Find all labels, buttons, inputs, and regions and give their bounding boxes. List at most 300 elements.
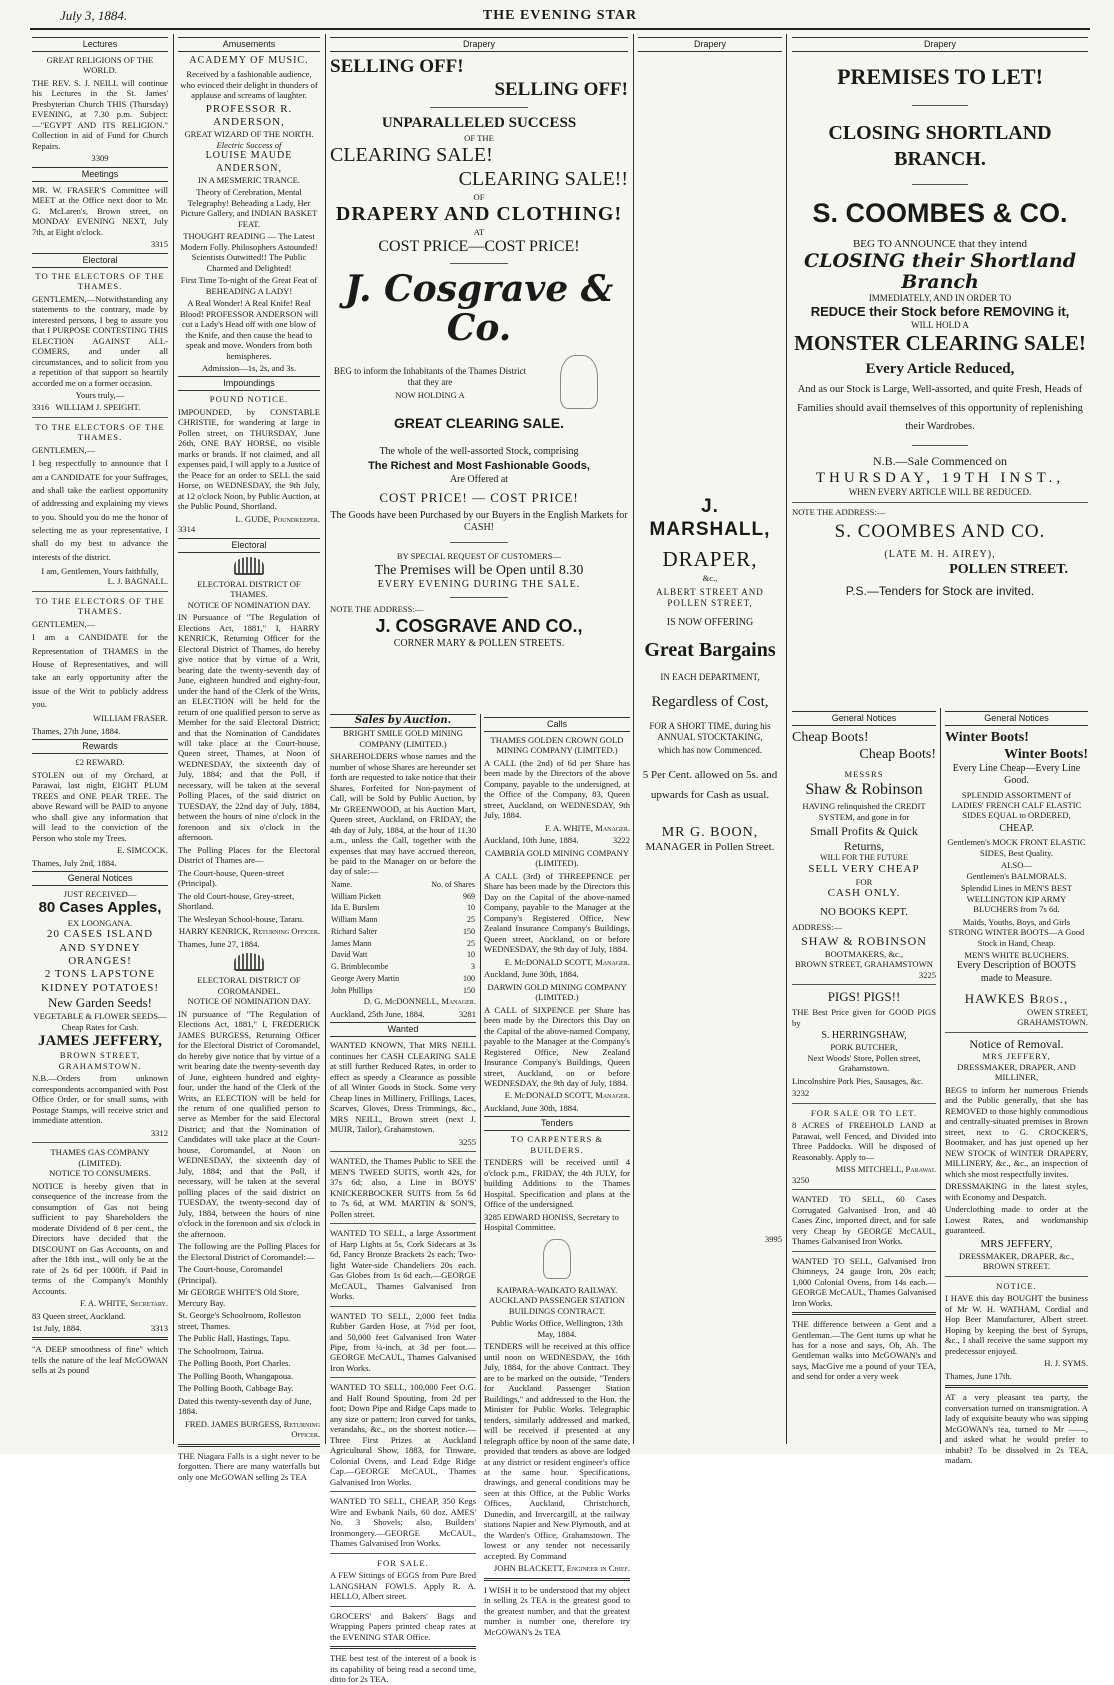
closing-branch: CLOSING SHORTLAND BRANCH.	[828, 121, 1052, 170]
letter-date: Thames, 27th June, 1884.	[32, 725, 121, 736]
polling-places-list	[178, 1264, 320, 1393]
wellington-boots: Splendid Lines in MEN'S BEST WELLINGTON KIP ARMY BLUCHERS from 7s 6d.	[960, 883, 1073, 915]
marshall-name: J. MARSHALL,	[649, 495, 771, 541]
winter-boots-2: Winter Boots!	[1004, 747, 1088, 763]
share-count: 100	[463, 973, 475, 983]
marshall-address: ALBERT STREET AND POLLEN STREET,	[656, 587, 764, 609]
company-name: CAMBRIA GOLD MINING COMPANY (LIMITED).	[484, 847, 630, 869]
whole-stock: The whole of the well-assorted Stock, comprising	[379, 446, 579, 458]
section-heading: Wanted	[330, 1022, 476, 1037]
nomination-title: NOTICE OF NOMINATION DAY.	[187, 599, 311, 610]
cheap-boots-1: Cheap Boots!	[792, 729, 869, 745]
address-label: ADDRESS:—	[792, 921, 843, 932]
pollen-street: POLLEN STREET.	[949, 562, 1068, 578]
polling-place: The Polling Booth, Whangapoua.	[178, 1370, 294, 1381]
note-address: NOTE THE ADDRESS:—	[792, 507, 886, 518]
clearing-sale-1: CLEARING SALE!	[330, 144, 493, 167]
shareholder-name: G. Brimblecombe	[331, 962, 389, 972]
masthead	[30, 6, 1090, 30]
cosgrave-ad	[328, 34, 630, 714]
ad-number: 3281	[458, 1008, 476, 1019]
merchant-name: JAMES JEFFERY,	[38, 1033, 162, 1050]
pork-butcher: PORK BUTCHER,	[830, 1042, 898, 1053]
shareholder-name: James Mann	[331, 938, 372, 948]
merchant-town: GRAHAMSTOWN.	[58, 1060, 142, 1071]
ladies-boots: SPLENDID ASSORTMENT of LADIES' FRENCH CALF ELASTIC SIDES EQUAL to ORDERED,	[951, 789, 1082, 821]
shareholder-name: George Avery Martin	[331, 973, 400, 983]
tenders-invited: P.S.—Tenders for Stock are invited.	[845, 584, 1035, 599]
cheap-boots-2: Cheap Boots!	[859, 747, 936, 763]
manager-name: MR G. BOON,	[661, 824, 759, 840]
nomination-date: Thames, June 27, 1884.	[178, 938, 260, 949]
call-body: A CALL (the 2nd) of 6d per Share has been made by the Directors of the above Company, payable to the undersigned, at the Office of the Company, 83, Queen street, Auckland, on WEDNESDAY, 9th July, 1884.	[484, 757, 630, 821]
trance-line: IN A MESMERIC TRANCE.	[197, 174, 301, 185]
company-name: DARWIN GOLD MINING COMPANY (LIMITED.)	[487, 981, 627, 1003]
pound-title: POUND NOTICE.	[209, 394, 289, 405]
greeting: GENTLEMEN,—	[32, 618, 96, 629]
small-profits: Small Profits & Quick Returns,	[810, 824, 918, 853]
tender-title: TO CARPENTERS & BUILDERS.	[510, 1134, 604, 1155]
company-name: THAMES GOLDEN CROWN GOLD MINING COMPANY (LIMITED.)	[490, 734, 624, 756]
pigs-heading: PIGS! PIGS!!	[827, 989, 901, 1005]
royal-crest-icon	[234, 557, 264, 575]
richest-goods: The Richest and Most Fashionable Goods,	[368, 460, 590, 473]
every-evening: EVERY EVENING DURING THE SALE.	[377, 578, 581, 590]
for-label: FOR	[855, 876, 873, 887]
balmorals: Gentlemen's BALMORALS.	[966, 870, 1067, 881]
section-heading: Meetings	[32, 167, 168, 182]
table-row	[330, 985, 476, 997]
auction-date: Auckland, 25th June, 1884.	[330, 1008, 425, 1019]
column-rule	[940, 708, 941, 1444]
polling-place: The old Court-house, Grey-street, Shortland.	[178, 890, 295, 912]
cosgrave-name: J. COSGRAVE AND CO.,	[375, 616, 583, 637]
ad-number: 3312	[150, 1127, 168, 1138]
grahamstown: GRAHAMSTOWN.	[1017, 1017, 1088, 1028]
royal-crest-icon	[234, 953, 264, 971]
column-rule	[325, 34, 326, 1444]
table-row	[330, 949, 476, 961]
venue-review: Received by a fashionable audience, who evinced their delight in thunders of applause and screams of laughter.	[180, 69, 318, 101]
table-header: Name.	[331, 879, 353, 889]
table-row	[330, 891, 476, 903]
beg-announce: BEG TO ANNOUNCE that they intend	[852, 237, 1028, 250]
andc: &c.,	[702, 572, 718, 583]
lincolnshire-pies: Lincolnshire Pork Pies, Sausages, &c.	[792, 1075, 924, 1086]
butcher-address: Next Woods' Store, Pollen street, Grahamstown.	[807, 1052, 921, 1074]
every-line: Every Line Cheap—Every Line Good.	[952, 763, 1081, 787]
column-1	[30, 34, 170, 1444]
stocktaking: FOR A SHORT TIME, during his ANNUAL STOCKTAKING,	[649, 721, 771, 743]
column-3b	[482, 714, 632, 1637]
ad-number: 3250	[792, 1174, 810, 1185]
note-address: NOTE THE ADDRESS:—	[330, 603, 424, 614]
stock-description: And as our Stock is Large, Well-assorted, and quite Fresh, Heads of Families should avail themselves of this opportunity of replenishing their Wardrobes.	[797, 383, 1083, 433]
candidate-letter: I beg respectfully to announce that I am a CANDIDATE for your Suffrages, and shall take the earliest opportunity of addressing and explaining my views to you. Should you do me the honor of selecting me as your representative, I shall do my best to advance the interests of the district.	[32, 458, 168, 562]
column-rule	[480, 714, 481, 1444]
wanted-ad: WANTED TO SELL, 2,000 feet India Rubber Garden Hose, at 7½d per foot, and 50,000 feet Galvanised Iron Water Pipe, from ¼-inch, at 3d per foot.—GEORGE McCAUL, Thames Galvanised Iron Works.	[330, 1310, 476, 1373]
letter-close: Yours truly,—	[75, 389, 125, 400]
table-header: No. of Shares	[431, 879, 475, 889]
ad-number: 3315	[150, 239, 168, 250]
signature: WILLIAM FRASER.	[93, 713, 168, 724]
ship-name: EX LOONGANA.	[67, 917, 133, 928]
signature: FRED. JAMES BURGESS, Returning Officer.	[184, 1418, 320, 1440]
polling-place: Mr GEORGE WHITE'S Old Store, Mercury Bay.	[178, 1287, 299, 1308]
when-reduced: WHEN EVERY ARTICLE WILL BE REDUCED.	[848, 487, 1032, 498]
cash-discount: 5 Per Cent. allowed on 5s. and upwards for Cash as usual.	[642, 769, 778, 801]
column-rule	[786, 34, 787, 1444]
column-5b	[943, 708, 1090, 1466]
ad-number: 3309	[91, 153, 109, 164]
hawkes-name: HAWKES Bros.,	[964, 990, 1069, 1006]
wanted-ad: WANTED KNOWN, That MRS NEILL continues her CASH CLEARING SALE at still further Reduced Rates, in order to effect as speedy a Clearance as possible of all Winter Goods in Stock. Some very Cheap lines in Millinery, Frillings, Laces, Scarves, Gloves, Dress Trimmings, &c., MRS NEILL, Brown street (next J. MUIR, Tailor), Grahamstown.	[330, 1040, 476, 1135]
clearing-sale-2: CLEARING SALE!!	[458, 168, 628, 191]
call-body: A CALL of SIXPENCE per Share has been made by the Directors this Day on the Capital of the above-named Company, payable to the Manager at the Company's Registered Office, New Zealand Insurance Company's Buildings, Queen street, Auckland, on or before WEDNESDAY, the 9th day of July, 1884.	[484, 1004, 630, 1088]
section-heading: Drapery	[330, 37, 628, 52]
dated-line: Dated this twenty-seventh day of June, 1884.	[178, 1395, 312, 1417]
underclothing: Underclothing made to order at the Lowest Rates, and workmanship guaranteed.	[945, 1204, 1088, 1236]
sale-commenced: N.B.—Sale Commenced on	[873, 454, 1007, 469]
polling-intro: The Polling Places for the Electoral District of Thames are—	[178, 844, 320, 866]
polling-place: The Polling Booth, Port Charles.	[178, 1358, 291, 1369]
selling-off-1: SELLING OFF!	[330, 55, 464, 77]
call-date: Auckland, 10th June, 1884.	[484, 835, 579, 846]
programme-3: First Time To-night of the Great Feat of BEHEADING A LADY!	[180, 275, 318, 296]
credit-system: HAVING relinquished the CREDIT SYSTEM, and gone in for	[802, 801, 926, 822]
railway-office: Public Works Office, Wellington, 13th May, 1884.	[491, 1318, 623, 1339]
table-row	[330, 973, 476, 985]
selling-off-2: SELLING OFF!	[494, 79, 628, 101]
gas-address: 83 Queen street, Auckland.	[32, 1310, 126, 1321]
railway-contract: AUCKLAND PASSENGER STATION BUILDINGS CONTRACT.	[488, 1295, 626, 1316]
section-heading: Lectures	[32, 37, 168, 52]
no-books: NO BOOKS KEPT.	[819, 906, 909, 919]
seeds-rates: Cheap Rates for Cash.	[61, 1021, 139, 1032]
wanted-ad: WANTED TO SELL, Galvanised Iron Chimneys, 24 gauge Iron, 20s each; 1,000 Colonial Ovens, from 14s each.—GEORGE McCAUL, Thames Galvanised Iron Works.	[792, 1255, 936, 1308]
programme-1: Theory of Cerebration, Mental Telegraphy! Beheading a Lady, Her Picture Gallery, and INDIAN BASKET FEAT.	[180, 187, 318, 229]
cash-only: CASH ONLY.	[827, 886, 901, 899]
notice-heading: NOTICE.	[996, 1280, 1037, 1291]
section-heading: General Notices	[945, 711, 1088, 726]
regardless-cost: Regardless of Cost,	[651, 693, 769, 710]
ad-number: 3313	[150, 1323, 168, 1333]
pointing-hand-icon	[543, 1239, 571, 1279]
seeds-line: VEGETABLE & FLOWER SEEDS—	[33, 1011, 167, 1022]
bluchers: MEN'S WHITE BLUCHERS.	[964, 949, 1069, 960]
signature: D. G. McDONNELL, Manager.	[363, 996, 476, 1007]
electors-address: TO THE ELECTORS OF THE THAMES.	[35, 595, 165, 617]
ad-number: 3225	[918, 969, 936, 980]
brown-street: BROWN STREET, GRAHAMSTOWN	[795, 959, 933, 970]
ad-number: 3222	[612, 835, 630, 846]
offered-at: Are Offered at	[449, 473, 509, 485]
commenced: which has now Commenced.	[658, 745, 762, 756]
signature: E. McDONALD SCOTT, Manager.	[504, 1090, 630, 1101]
call-body: A CALL (3rd) of THREEPENCE per Share has been made by the Directors this Day on the Capital of the above-named Company, payable to the Manager at the Company's Registered Office, New Zealand Insurance Company's Buildings, Queen street, Auckland, on or before WEDNESDAY, the 9th day of July, 1884.	[484, 870, 630, 955]
performer-title: GREAT WIZARD OF THE NORTH.	[184, 129, 314, 140]
now-offering: IS NOW OFFERING	[666, 617, 754, 629]
company-name: BRIGHT SMILE GOLD MINING COMPANY (LIMITED.)	[343, 728, 463, 749]
cost-price: COST PRICE—COST PRICE!	[378, 238, 580, 256]
apples-heading: 80 Cases Apples,	[38, 899, 162, 917]
electors-address: TO THE ELECTORS OF THE THAMES.	[35, 421, 165, 443]
late-airey: (LATE M. H. AIREY),	[884, 548, 996, 560]
removal-body: BEGS to inform her numerous Friends and the Public generally, that she has REMOVED to those highly commodious and centrally-situated premises in Brown street, next to G. CROCKER'S, Bootmaker, and has just opened up her NEW STOCK of WINTER DRAPERY, MILLINERY, &c., &c., an inspection of which she most respectfully invites.	[945, 1084, 1088, 1179]
shareholder-name: William Pickett	[331, 891, 382, 901]
gents-boots: Gentlemen's MOCK FRONT ELASTIC SIDES, Best Quality.	[947, 837, 1086, 858]
great-bargains: Great Bargains	[644, 638, 776, 661]
owen-street: OWEN STREET,	[1027, 1006, 1088, 1017]
share-count: 25	[467, 938, 475, 948]
polling-place: The Wesleyan School-house, Tararu.	[178, 913, 305, 924]
coombes-name: S. COOMBES & CO.	[812, 197, 1068, 228]
winter-boots-1: Winter Boots!	[945, 729, 1029, 745]
share-count: 150	[463, 985, 475, 995]
signature: HARRY KENRICK, Returning Officer.	[178, 926, 320, 937]
potatoes-line: 2 TONS LAPSTONE KIDNEY POTATOES!	[40, 968, 160, 994]
drapery-clothing: DRAPERY AND CLOTHING!	[335, 203, 623, 226]
performer-name: PROFESSOR R. ANDERSON,	[205, 102, 293, 129]
polling-place: The Court-house, Queen-street (Principal).	[178, 867, 285, 889]
section-heading: Sales by Auction.	[330, 714, 476, 728]
shareholder-name: William Mann	[331, 915, 378, 925]
lecture-body: THE REV. S. J. NEILL will continue his Lectures in the St. James' Presbyterian Church THIS (Thursday) EVENING, at 7.30 p.m. Subject:—"EGYPT AND ITS RELIGION." Collection in aid of Fund for Church Repairs.	[32, 77, 168, 151]
signature: WILLIAM J. SPEIGHT.	[55, 402, 141, 413]
ad-number: 3314	[178, 524, 196, 535]
electors-address: TO THE ELECTORS OF THE THAMES.	[35, 270, 165, 292]
jeffery-name: MRS JEFFERY,	[982, 1051, 1051, 1062]
pointing-hand-icon	[560, 355, 598, 409]
wanted-ad: WANTED TO SELL, 100,000 Feet O.G. and Half Round Spouting, from 2d per foot; Down Pipe and Ridge Caps made to any size or pattern; Iron curved for tanks, verandahs, &c., on the shortest notice.—Three First Prizes at Auckland Agricultural Show, 1883, for Tinware, Colonial Ovens, and Lead Edge Ridge Cap.—GEORGE McCAUL, Thames Galvanised Iron Works.	[330, 1382, 476, 1487]
manager-location: MANAGER in Pollen Street.	[645, 840, 775, 853]
district-title: ELECTORAL DISTRICT OF THAMES.	[197, 578, 301, 600]
table-row	[330, 938, 476, 950]
closing-shortland: CLOSING their Shortland Branch	[804, 250, 1076, 294]
premises-open: The Premises will be Open until 8.30	[374, 562, 584, 578]
column-rule	[633, 34, 634, 1444]
bootmakers: BOOTMAKERS, &c.,	[824, 948, 904, 959]
jeffery-trade-2: DRESSMAKER, DRAPER, &c., BROWN STREET.	[958, 1250, 1075, 1272]
wanted-ad: WANTED TO SELL, a large Assortment of Harp Lights at 5s, Cork Sidecars at 3s 6d, Fancy Bronze Brackets 2s each; Two-light Water-side Chandeliers 20s each. Gas Globes from 1s 6d each.—GEORGE McCAUL, Thames Galvanised Iron Works.	[330, 1228, 476, 1302]
removal-heading: Notice of Removal.	[969, 1036, 1064, 1051]
share-count: 10	[467, 903, 475, 913]
merchant-street: BROWN STREET,	[59, 1050, 141, 1061]
land-body: 8 ACRES of FREEHOLD LAND at Parawai, well Fenced, and Divided into Three Paddocks. Will be disposed of Reasonably. Apply to—	[792, 1120, 936, 1162]
share-count: 969	[463, 891, 475, 901]
section-heading: Amusements	[178, 37, 320, 52]
wanted-ad: WANTED TO SELL, 60 Cases Corrugated Galvanised Iron, and 40 Cases Zinc, imported direct, and for sale very Cheap by GEORGE McCAUL, Thames Galvanised Iron Works.	[792, 1194, 936, 1247]
programme-2: THOUGHT READING — The Latest Modern Folly. Philosophers Astounded! Scientists Outwitted!! The Public Charmed and Delighted!	[180, 231, 318, 273]
section-heading: Impoundings	[178, 376, 320, 391]
shareholder-name: Ida E. Burslem	[331, 903, 380, 913]
shareholder-name: John Phillips	[331, 985, 373, 995]
column-2	[176, 34, 322, 1482]
signature: F. A. WHITE, Manager.	[544, 822, 630, 833]
nomination-body: IN Pursuance of "The Regulation of Elections Act, 1881," I, HARRY KENRICK, Returning Officer for the Electoral District of Thames, do hereby give notice that by virtue of a Writ, bearing date the twenty-seventh day of June, eighteen hundred and eighty-four, under the hand of the Clerk of the Writs, an ELECTION will be held for the return of one qualified person to serve as Member for the said Electoral District; and that the Nomination of Candidates will take place at the Court-house, Queen street, Thames, at Noon of WEDNESDAY, the sixteenth day of July, 1884; and that the Poll, if necessary, will be taken at the several Polling Places, of the said district on TUESDAY, the 22nd day of July, 1884, between the hours of nine o'clock in the forenoon and six o'clock in the afternoon.	[178, 612, 320, 843]
share-count: 150	[463, 926, 475, 936]
just-received: JUST RECEIVED—	[63, 888, 137, 899]
polling-place: The Court-house, Coromandel (Principal).	[178, 1264, 283, 1285]
sale-date: THURSDAY, 19TH INST.,	[815, 469, 1065, 486]
of-the: OF THE	[464, 132, 494, 143]
also: ALSO—	[1000, 860, 1033, 871]
shaw-robinson: Shaw & Robinson	[805, 780, 923, 798]
polling-place: St. George's Schoolroom, Rolleston street, Thames.	[178, 1310, 301, 1331]
railway-body: TENDERS will be received at this office until noon on WEDNESDAY, the 16th July, 1884, for the above Contract. They are to be marked on the outside, "Tenders for Auckland Passenger Station Buildings," and addressed to the Hon. the Minister for Public Works. Telegraphic tenders, similarly addressed and marked, will be received if presented at any telegraph office by noon of the same date, provided that tenders as above are lodged at any district or resident engineer's office at the same hour. Specifications, drawings, and general conditions may be seen at this Office, at the Public Works Offices, Auckland, Christchurch, Dunedin, and Invercargill, at the railway stations Napier and New Plymouth, and at the Warden's Office, Grahamstown. The lowest or any tender not necessarily accepted. By Command	[484, 1341, 630, 1561]
railway-title: KAIPARA-WAIKATO RAILWAY.	[496, 1284, 618, 1295]
section-heading: Drapery	[792, 37, 1088, 52]
tea-filler: I WISH it to be understood that my object in selling 2s TEA is the greatest good to the greatest number, and that the greatest number is number one, therefore try McGOWAN's 2s TEA	[484, 1584, 630, 1637]
for-sale-ad: A FEW Sittings of EGGS from Pure Bred LANGSHAN FOWLS. Apply R. A. HELLO, Albert street.	[330, 1570, 476, 1602]
for-sale-ad: GROCERS' and Bakers' Bags and Wrapping Papers printed cheap rates at the EVENING STAR Office.	[330, 1610, 476, 1642]
gas-notice-title: NOTICE TO CONSUMERS.	[49, 1168, 151, 1179]
section-heading: Electoral	[178, 538, 320, 553]
call-date: Auckland, June 30th, 1884.	[484, 969, 579, 980]
now-holding: NOW HOLDING A	[395, 389, 465, 400]
section-heading: Electoral	[32, 253, 168, 268]
column-5a	[790, 708, 938, 1444]
pound-body: IMPOUNDED, by CONSTABLE CHRISTIE, for wandering at large in Pollen street, on THURSDAY, June 26th, ONE BAY HORSE, no visible marks or brands. If not claimed, and all expenses paid, I will apply to a Justice of the Peace for an order to SELL the said Horse, on WEDNESDAY, the 9th July, at 12 o'clock Noon, by Public Auction, at the Public Pound, Shortland.	[178, 406, 320, 512]
for-future: WILL FOR THE FUTURE	[820, 853, 908, 863]
draper-title: DRAPER,	[662, 547, 758, 572]
performer-2: LOUISE MAUDE ANDERSON,	[205, 150, 293, 174]
each-department: IN EACH DEPARTMENT,	[660, 671, 760, 682]
signature: L. GUDE, Poundkeeper.	[235, 513, 320, 524]
electric-line: Electric Success of	[216, 139, 282, 150]
seeds-heading: New Garden Seeds!	[48, 995, 152, 1011]
reward-date: Thames, July 2nd, 1884.	[32, 857, 117, 868]
polling-place: The Polling Booth, Cabbage Bay.	[178, 1383, 294, 1394]
tea-filler: AT a very pleasant tea party, the conversation turned on transmigration. A lady of exquisite beauty who was sipping McGOWAN's tea, turned to Mr ——, and asked what he would prefer to inhabit? To be dissolved in 2s TEA, madam.	[945, 1392, 1088, 1466]
ad-number: 3232	[792, 1088, 810, 1099]
section-heading: Drapery	[638, 37, 782, 52]
signature: F. A. WHITE, Secretary.	[79, 1298, 168, 1309]
premises-to-let: PREMISES TO LET!	[837, 63, 1043, 89]
district-title: ELECTORAL DISTRICT OF COROMANDEL.	[197, 975, 301, 996]
gas-date: 1st July, 1884.	[32, 1323, 82, 1333]
candidate-letter: GENTLEMEN,—Notwithstanding any statements to the contrary, made by interested persons, I beg to assure you that I PURPOSE CONTESTING THIS ELECTION AGAINST ALL-COMERS, and under all circumstances, and to solicit from you a repetition of that support so heartily accorded me on a former occasion.	[32, 293, 168, 388]
candidate-letter: I am a CANDIDATE for the Representation of THAMES in the House of Representatives, and will take an early opportunity after the issue of the Writ to publicly address you.	[32, 632, 168, 709]
cosgrave-logotype: J. Cosgrave & Co.	[344, 267, 614, 350]
at-line: AT	[473, 226, 485, 237]
shareholder-name: David Watt	[331, 950, 368, 960]
for-sale-heading: FOR SALE.	[377, 1557, 429, 1568]
share-count: 25	[467, 915, 475, 925]
wanted-ad: WANTED, the Thames Public to SEE the MEN'S TWEED SUITS, worth 42s, for 37s 6d; also, a Line in BOYS' KNICKERBOCKER SUITS from 5s 6d to 7s 6d, at WM. MARTIN & SON'S, Pollen street.	[330, 1156, 476, 1219]
shareholder-name: Richard Salter	[331, 926, 377, 936]
table-row	[330, 926, 476, 938]
gas-notice-body: NOTICE is hereby given that in consequence of the increase from the consumption of Gas not being sufficient to pay Shareholders the moderate Dividend of 8 per cent., the Directors have decided that the DISCOUNT on Gas Accounts, on and after the 18th inst., will only be at the rate of 2s 6d per 1000ft. if Paid in terms of the Company's Monthly Accounts.	[32, 1180, 168, 1296]
venue-name: ACADEMY OF MUSIC.	[189, 54, 309, 66]
letter-close: I am, Gentlemen, Yours faithfully,	[41, 565, 159, 576]
issue-date: July 3, 1884.	[60, 8, 128, 23]
table-row	[330, 902, 476, 914]
section-heading: General Notices	[32, 871, 168, 886]
signature: H. J. SYMS.	[1044, 1358, 1088, 1369]
greeting: GENTLEMEN,—	[32, 444, 96, 455]
tender-body: TENDERS will be received until 4 o'clock p.m., FRIDAY, the 4th JULY, for building Additions to the Thames Hospital. Specification and plans at the Office of the undersigned.	[484, 1157, 630, 1210]
coombes-ad	[790, 34, 1090, 709]
programme-4: A Real Wonder! A Real Knife! Real Blood! PROFESSOR ANDERSON will cut a Lady's Head off with one blow of the Knife, and then cause the head to speak and move. Wonders from both hemispheres.	[179, 298, 319, 361]
newspaper-title: THE EVENING STAR	[482, 8, 638, 23]
table-row	[330, 914, 476, 926]
auction-body: SHAREHOLDERS whose names and the number of whose Shares are hereunder set forth are requested to take notice that their Shares, Forfeited for Non-payment of Call, will be Sold by Public Auction, by Mr GREENWOOD, at his Auction Mart, Queen street, Auckland, on FRIDAY, the 4th day of July, 1884, at the hour of 11.30 a.m., unless the Call, together with the expenses that may have accrued thereon, be paid to the Manager on or before the day of sale:—	[330, 751, 476, 877]
ad-number: 3255	[458, 1136, 476, 1147]
reward-title: £2 REWARD.	[75, 757, 125, 768]
shares-table	[330, 879, 476, 997]
will-hold: WILL HOLD A	[911, 319, 969, 330]
section-heading: Rewards	[32, 739, 168, 754]
monster-sale: MONSTER CLEARING SALE!	[794, 330, 1086, 355]
share-count: 3	[471, 962, 475, 972]
cosgrave-address: CORNER MARY & POLLEN STREETS.	[393, 638, 565, 650]
ad-number: 3995	[764, 1234, 782, 1245]
cheap: CHEAP.	[999, 822, 1034, 834]
signature: EDWARD HONISS, Secretary to Hospital Committee.	[484, 1211, 619, 1233]
messrs: MESSRS	[844, 769, 884, 780]
jeffery-trade: DRESSMAKER, DRAPER, AND MILLINER,	[957, 1061, 1076, 1083]
for-sale-heading: FOR SALE OR TO LET.	[810, 1107, 918, 1118]
youth-boots: Maids, Youths, Boys, and Girls STRONG WINTER BOOTS—A Good Stock in Hand, Cheap.	[948, 916, 1085, 948]
merchant-nb: N.B.—Orders from unknown correspondents accompanied with Post Office Order, or for small sums, with Postage Stamps, will receive strict and immediate attention.	[32, 1073, 168, 1126]
polling-place: The Schoolroom, Tairua.	[178, 1345, 264, 1356]
of-line: OF	[473, 191, 485, 202]
shaw-robinson-2: SHAW & ROBINSON	[801, 934, 927, 949]
column-3a	[328, 714, 478, 1685]
reduce-stock: REDUCE their Stock before REMOVING it,	[810, 303, 1070, 319]
share-count: 10	[467, 950, 475, 960]
section-heading: General Notices	[792, 711, 936, 726]
column-rule	[173, 34, 174, 1444]
tea-filler: "A DEEP smoothness of fine" which tells the nature of the leaf McGOWAN sells at 2s pound	[32, 1344, 168, 1376]
made-to-measure: Every Description of BOOTS made to Measure.	[956, 960, 1077, 984]
oranges-line: 20 CASES ISLAND AND SYDNEY ORANGES!	[46, 928, 154, 968]
sell-cheap: SELL VERY CHEAP	[808, 863, 920, 876]
notice-date: Thames, June 17th.	[945, 1370, 1012, 1381]
cosgrave-intro: BEG to inform the Inhabitants of the Thames District that they are	[333, 365, 527, 387]
ad-number: 3285	[484, 1211, 502, 1222]
reward-body: STOLEN out of my Orchard, at Parawai, last night, EIGHT PLUM TREES and ONE PEAR TREE. The above Reward will be PAID to anyone who shall give any information that will lead to the conviction of the Person who stole my Trees.	[32, 769, 168, 843]
butcher-name: S. HERRINGSHAW,	[821, 1030, 907, 1042]
pigs-body: THE Best Price given for GOOD PIGS by	[792, 1007, 936, 1028]
signature: E. SIMCOCK.	[117, 845, 168, 856]
column-4	[636, 34, 784, 1444]
section-heading: Tenders	[484, 1116, 630, 1131]
jeffery-name-2: MRS JEFFERY,	[980, 1237, 1053, 1250]
immediately: IMMEDIATELY, AND IN ORDER TO	[868, 292, 1012, 303]
admission: Admission—1s, 2s, and 3s.	[201, 363, 297, 373]
lecture-title: GREAT RELIGIONS OF THE WORLD.	[46, 54, 154, 76]
signature: MISS MITCHELL, Parawai.	[835, 1164, 936, 1175]
unparalleled: UNPARALLELED SUCCESS	[381, 115, 577, 132]
goods-purchased: The Goods have been Purchased by our Buyers in the English Markets for CASH!	[330, 509, 628, 533]
signature: L. J. BAGNALL.	[107, 576, 168, 587]
meeting-body: MR. W. FRASER'S Committee will MEET at the Office next door to Mr. G. McLaren's, Brown street, on MONDAY EVENING NEXT, July 7th, at Eight o'clock.	[32, 184, 168, 237]
tea-filler: THE best test of the interest of a book is its capability of being read a second time, ditto for 2s TEA.	[330, 1653, 476, 1685]
polling-place: The Public Hall, Hastings, Tapu.	[178, 1333, 291, 1344]
dressmaking: DRESSMAKING in the latest styles, with Economy and Despatch.	[945, 1181, 1088, 1202]
signature: JOHN BLACKETT, Engineer in Chief.	[493, 1563, 630, 1574]
notice-body: I HAVE this day BOUGHT the business of Mr W. H. WATHAM, Cordial and Hop Beer Manufacturer, Albert street. Hoping by keeping the best of Syrups, &c., I shall receive the same support my predecessor enjoyed.	[945, 1293, 1088, 1356]
tea-filler: THE Niagara Falls is a sight never to be forgotten. There are many waterfalls but only one McGOWAN selling 2s TEA	[178, 1450, 320, 1482]
call-date: Auckland, June 30th, 1884.	[484, 1102, 579, 1113]
tea-filler: THE difference between a Gent and a Gentleman.—The Gent turns up what he has for a nose and says, Oh, Ah. The Gentleman walks into McGOWAN's and says, MacGive me a pound of your TEA, and send for order a very week	[792, 1319, 936, 1382]
cost-price-2: COST PRICE! — COST PRICE!	[379, 489, 579, 505]
nomination-title: NOTICE OF NOMINATION DAY.	[187, 996, 311, 1007]
wanted-ad: WANTED TO SELL, CHEAP, 350 Kegs Wire and Ewbank Nails, 60 doz. AMES' No. 3 Shovels; also, Builders' Ironmongery.—GEORGE McCAUL, Thames Galvanised Iron Works.	[330, 1496, 476, 1549]
polling-intro: The following are the Polling Places for the Electoral District of Coromandel:—	[178, 1241, 320, 1262]
